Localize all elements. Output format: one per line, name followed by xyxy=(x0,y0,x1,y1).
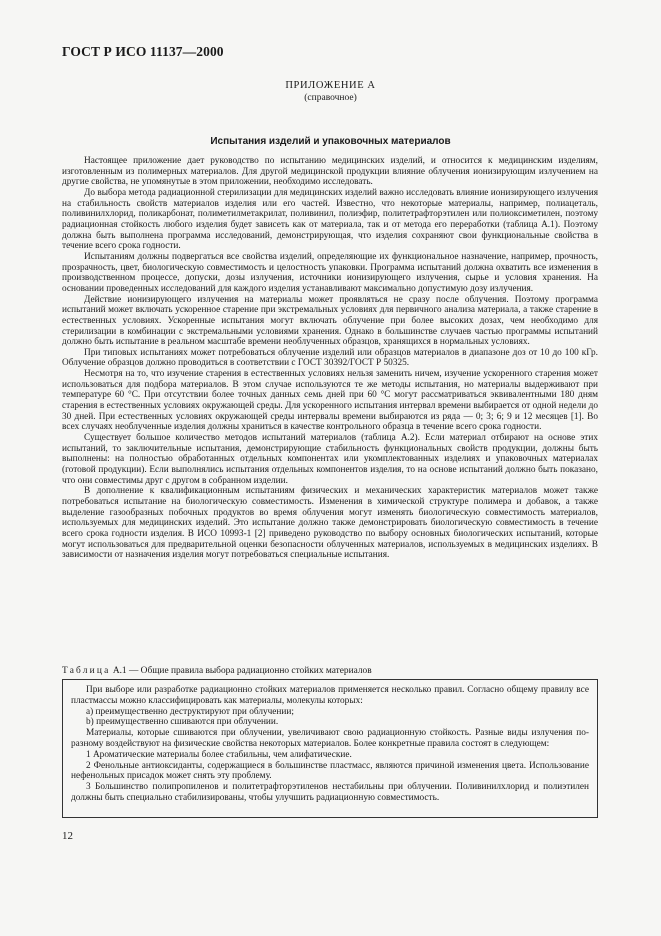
table-line: 3 Большинство полипропиленов и политетрафторэтиленов нестабильны при облучении. Поливинилхлорид и полиэтилен должны быть специально стабилизированы, чтобы улучшить радиационную совместимость. xyxy=(71,782,589,803)
paragraph: Действие ионизирующего излучения на материалы может проявляться не сразу после облучения. Поэтому программа испытаний может включать ускоренное старение при экстремальных условиях для первичного анализа материала, а также старение в естественных условиях. Ускоренные испытания могут включать облучение при более высоких дозах, чем необходимо для стерилизации в комбинации с экстремальными условиями хранения. Однако в большинстве случаев частью программы испытаний должно быть испытание в реальном масштабе времени необлученных образцов, хранящихся в нормальных условиях. xyxy=(62,294,598,348)
table-line: При выборе или разработке радиационно стойких материалов применяется несколько правил. Согласно общему правилу все пластмассы можно классифицировать как материалы, молекулы которых: xyxy=(71,685,589,706)
page-number: 12 xyxy=(62,830,73,842)
table-caption xyxy=(62,666,372,676)
paragraph: Несмотря на то, что изучение старения в естественных условиях нельзя заменить ничем, изучение ускоренного старения может использоваться для подбора материалов. В этом случае используются те же методы испытания, но материалы выдерживают при температуре 60 °С. При отсутствии более точных данных семь дней при 60 °С могут рассматриваться эквивалентными 180 дням старения в естественных условиях окружающей среды. Для ускоренного испытания интервал времени выбирается от одной недели до 30 дней. При естественных условиях окружающей среды интервалы времени выбираются из ряда — 0; 3; 6; 9 и 12 месяцев [1]. Во всех случаях необлученные изделия должны храниться в качестве контрольного образца в течение всего срока годности. xyxy=(62,369,598,433)
body-text xyxy=(62,156,598,561)
paragraph: Существует большое количество методов испытаний материалов (таблица А.2). Если материал отбирают на основе этих испытаний, то заключительные испытания, демонстрирующие стабильность функциональных свойств продукции, должны быть выполнены: на полностью обработанных отдельных компонентах или укомплектованных изделиях и упаковочных материалах (готовой продукции). Если выполнялись испытания отдельных компонентов изделия, то на основе испытаний должно быть показано, что они совместимы друг с другом в собранном изделии. xyxy=(62,433,598,486)
paragraph: В дополнение к квалификационным испытаниям физических и механических характеристик материалов может также потребоваться испытание на биологическую совместимость. Изменения в химической структуре полимера и добавок, а также выделение газообразных побочных продуктов во время облучения могут изменять биологическую совместимость материалов, используемых для медицинских изделий. Это испытание должно также демонстрировать биологическую совместимость в течение всего срока годности изделия. В ИСО 10993-1 [2] приведено руководство по выбору основных биологических испытаний, которые могут использоваться для предварительной оценки безопасности облученных материалов, используемых в медицинских изделиях. В зависимости от назначения изделия могут потребоваться специальные испытания. xyxy=(62,486,598,561)
table-line: 2 Фенольные антиоксиданты, содержащиеся в большинстве пластмасс, являются причиной изменения цвета. Использование нефенольных присадок может снять эту проблему. xyxy=(71,760,589,782)
table-line: b) преимущественно сшиваются при облучении. xyxy=(86,717,279,728)
appendix-subtitle: (справочное) xyxy=(304,93,357,103)
table-a1 xyxy=(62,679,598,818)
section-title: Испытания изделий и упаковочных материалов xyxy=(210,136,451,147)
paragraph: Испытаниям должны подвергаться все свойства изделий, определяющие их функциональное назначение, например, прочность, прозрачность, цвет, биологическую совместимость и целостность упаковки. Программа испытаний должна охватить все изменения в производственном процессе, допуски, дозы излучения, источники ионизирующего излучения, сырье и условия хранения. На основании проведенных исследований для каждого изделия устанавливают максимально допустимую дозу излучения. xyxy=(62,251,598,294)
paragraph: Настоящее приложение дает руководство по испытанию медицинских изделий, и относится к медицинским изделиям, изготовленным из полимерных материалов. Для другой медицинской продукции влияние облучения ионизирующим излучением на другие свойства, не упомянутые в этом приложении, необходимо исследовать. xyxy=(62,156,598,188)
appendix-title: ПРИЛОЖЕНИЕ А xyxy=(285,80,376,91)
table-line: 1 Ароматические материалы более стабильны, чем алифатические. xyxy=(86,749,352,760)
table-line: Материалы, которые сшиваются при облучении, увеличивают свою радиационную стойкость. Разные виды излучения по-разному воздействуют на физические свойства некоторых материалов. Более конкретные правила состоят в следующем: xyxy=(71,728,589,749)
table-line: а) преимущественно деструктируют при облучении; xyxy=(86,706,294,717)
paragraph: При типовых испытаниях может потребоваться облучение изделий или образцов материалов в диапазоне доз от 10 до 100 кГр. Облучение образцов должно проводиться в соответствии с ГОСТ 30392/ГОСТ Р 50325. xyxy=(62,347,598,369)
table-caption-label: Таблица xyxy=(62,666,111,676)
table-caption-text: А.1 — Общие правила выбора радиационно стойких материалов xyxy=(110,666,372,676)
paragraph: До выбора метода радиационной стерилизации для медицинских изделий важно исследовать влияние ионизирующего излучения на стабильность свойств материалов изделия или его частей. Известно, что некоторые материалы, например, полиацеталь, поливинилхлорид, поликарбонат, полиметилметакрилат, поливинил, полиэфир, политетрафторэтилен или полиоксиметилен, поэтому радиационная стойкость любого изделия будет зависеть как от материала, так и от метода его переработки (таблица А.1). Поэтому должна быть выполнена программа исследований, демонстрирующая, что изделия сохраняют свои функциональные свойства в течение всего срока годности. xyxy=(62,187,598,252)
document-header-title: ГОСТ Р ИСО 11137—2000 xyxy=(62,44,224,59)
